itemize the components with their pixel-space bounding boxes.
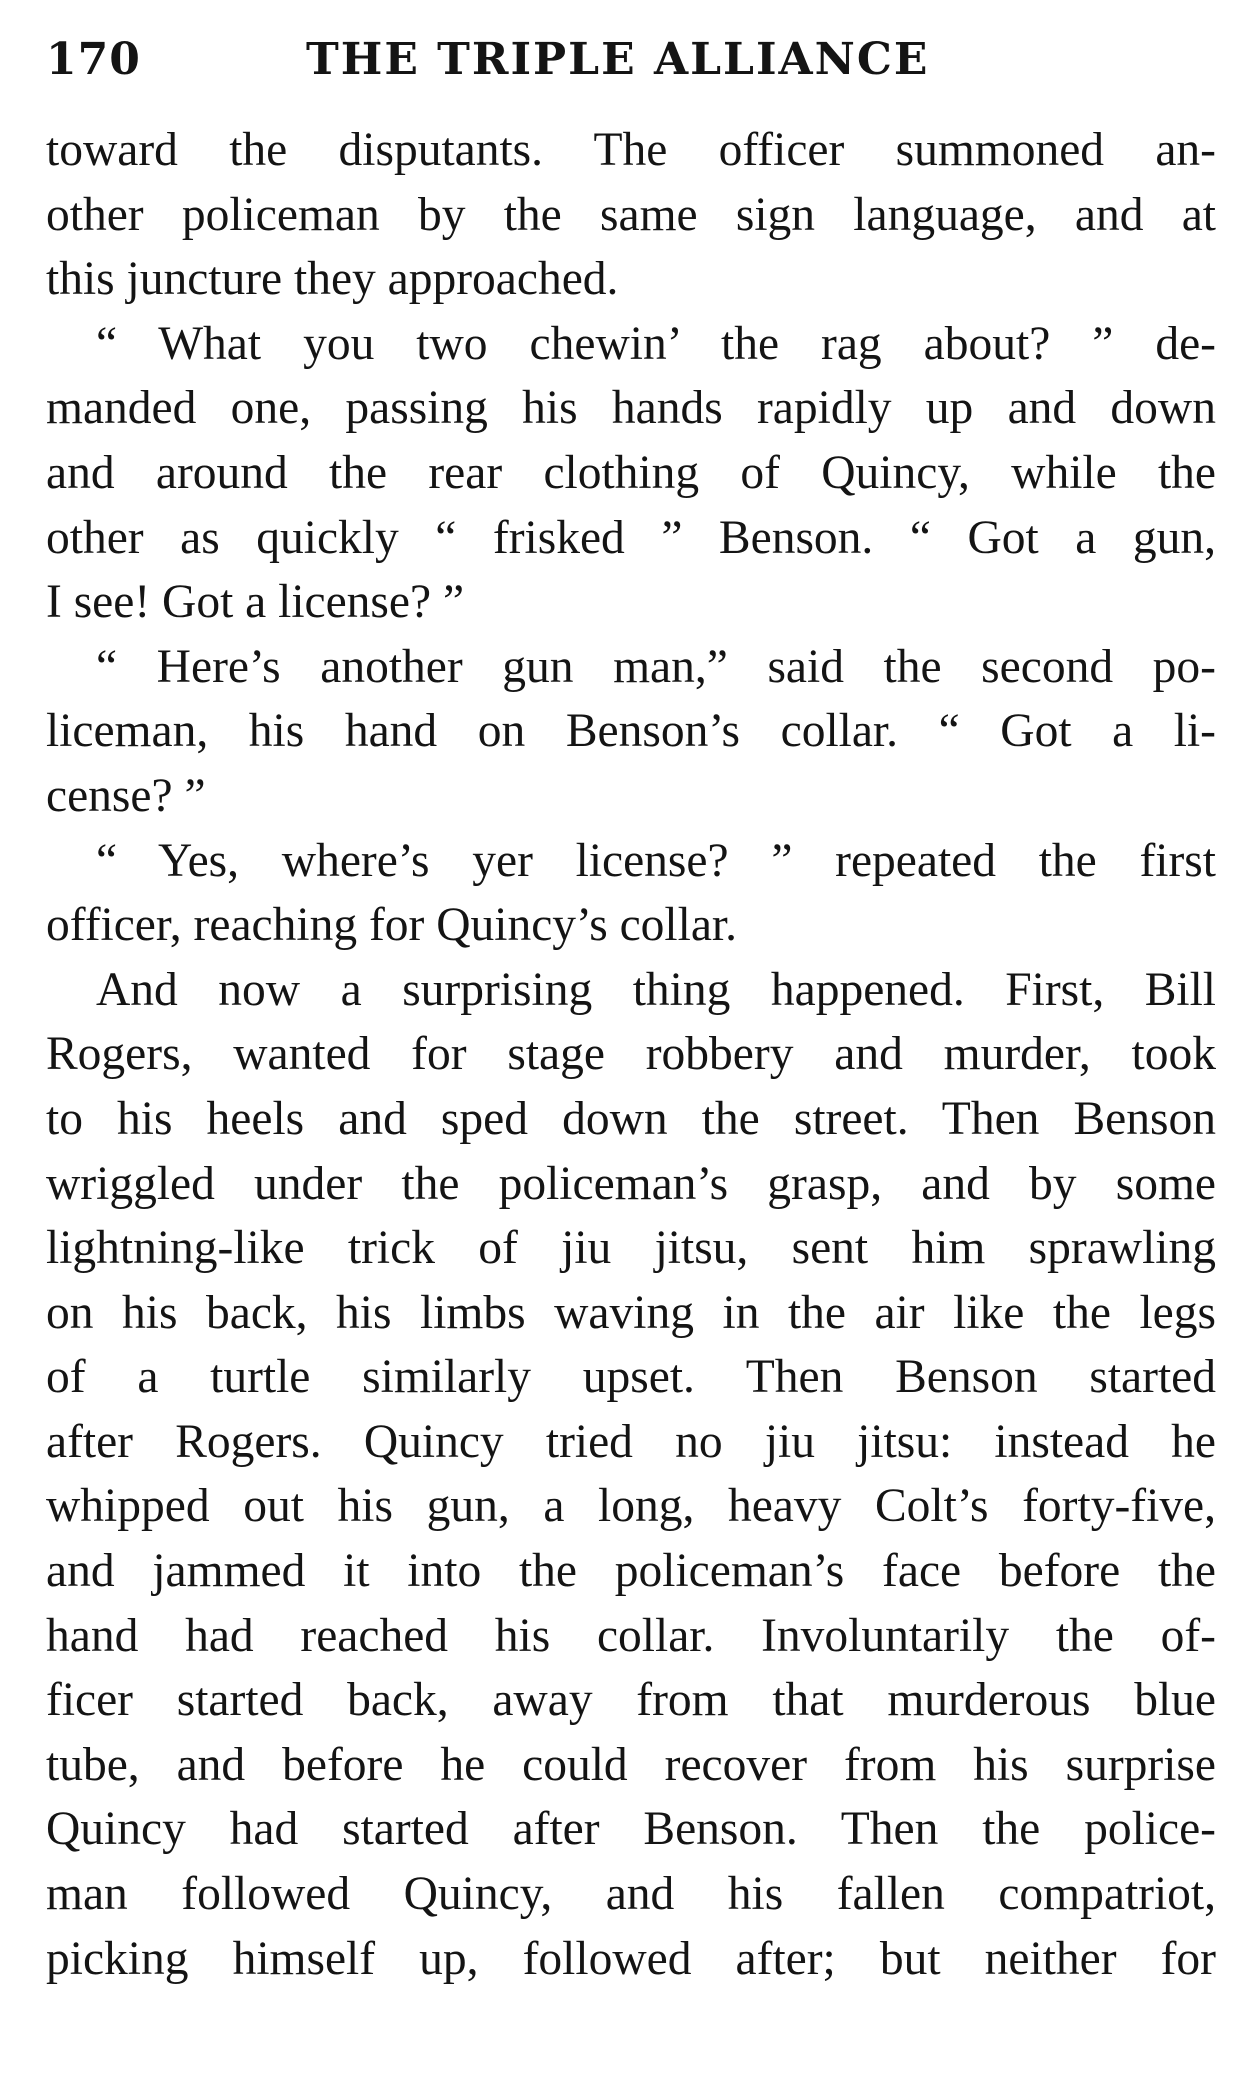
text-line: cense? ”	[46, 769, 206, 822]
paragraph	[46, 118, 1216, 312]
text-line: And now a surprising thing happened. First, Bill	[96, 963, 1216, 1016]
text-line: hand had reached his collar. Involuntarily the of-	[46, 1609, 1216, 1662]
text-line: other policeman by the same sign language, and at	[46, 188, 1216, 241]
text-line: toward the disputants. The officer summoned an-	[46, 124, 1216, 176]
text-line: and jammed it into the policeman’s face before the	[46, 1545, 1216, 1598]
paragraph	[46, 958, 1216, 1992]
text-line: after Rogers. Quincy tried no jiu jitsu: instead he	[46, 1415, 1216, 1468]
text-line: “ What you two chewin’ the rag about? ” de-	[96, 317, 1216, 370]
text-line: lightning-like trick of jiu jitsu, sent him sprawling	[46, 1222, 1216, 1275]
text-line: liceman, his hand on Benson’s collar. “ Got a li-	[46, 705, 1216, 758]
running-title: THE TRIPLE ALLIANCE	[306, 34, 930, 85]
text-line: “ Here’s another gun man,” said the second po-	[96, 640, 1216, 693]
text-line: to his heels and sped down the street. Then Benson	[46, 1092, 1216, 1145]
text-line: of a turtle similarly upset. Then Benson started	[46, 1351, 1216, 1404]
text-line: I see! Got a license? ”	[46, 576, 465, 629]
text-line: on his back, his limbs waving in the air like the legs	[46, 1286, 1216, 1339]
text-line: whipped out his gun, a long, heavy Colt’s forty-five,	[46, 1480, 1216, 1533]
text-line: picking himself up, followed after; but neither for	[46, 1932, 1216, 1985]
text-line: man followed Quincy, and his fallen compatriot,	[46, 1868, 1216, 1921]
paragraph	[46, 829, 1216, 958]
page-header	[46, 34, 1226, 94]
paragraph	[46, 312, 1216, 635]
page-number: 170	[46, 34, 141, 85]
text-line: ficer started back, away from that murderous blue	[46, 1674, 1216, 1727]
text-line: manded one, passing his hands rapidly up and down	[46, 382, 1216, 435]
text-line: this juncture they approached.	[46, 253, 619, 306]
text-line: Rogers, wanted for stage robbery and murder, took	[46, 1028, 1216, 1081]
text-line: other as quickly “ frisked ” Benson. “ Got a gun,	[46, 511, 1216, 564]
text-line: and around the rear clothing of Quincy, while the	[46, 446, 1216, 499]
text-line: officer, reaching for Quincy’s collar.	[46, 899, 737, 952]
body-text	[46, 118, 1216, 1991]
text-line: tube, and before he could recover from his surprise	[46, 1738, 1216, 1791]
text-line: “ Yes, where’s yer license? ” repeated the first	[96, 834, 1216, 887]
paragraph	[46, 635, 1216, 829]
text-line: Quincy had started after Benson. Then the police-	[46, 1803, 1216, 1856]
text-line: wriggled under the policeman’s grasp, and by some	[46, 1157, 1216, 1210]
